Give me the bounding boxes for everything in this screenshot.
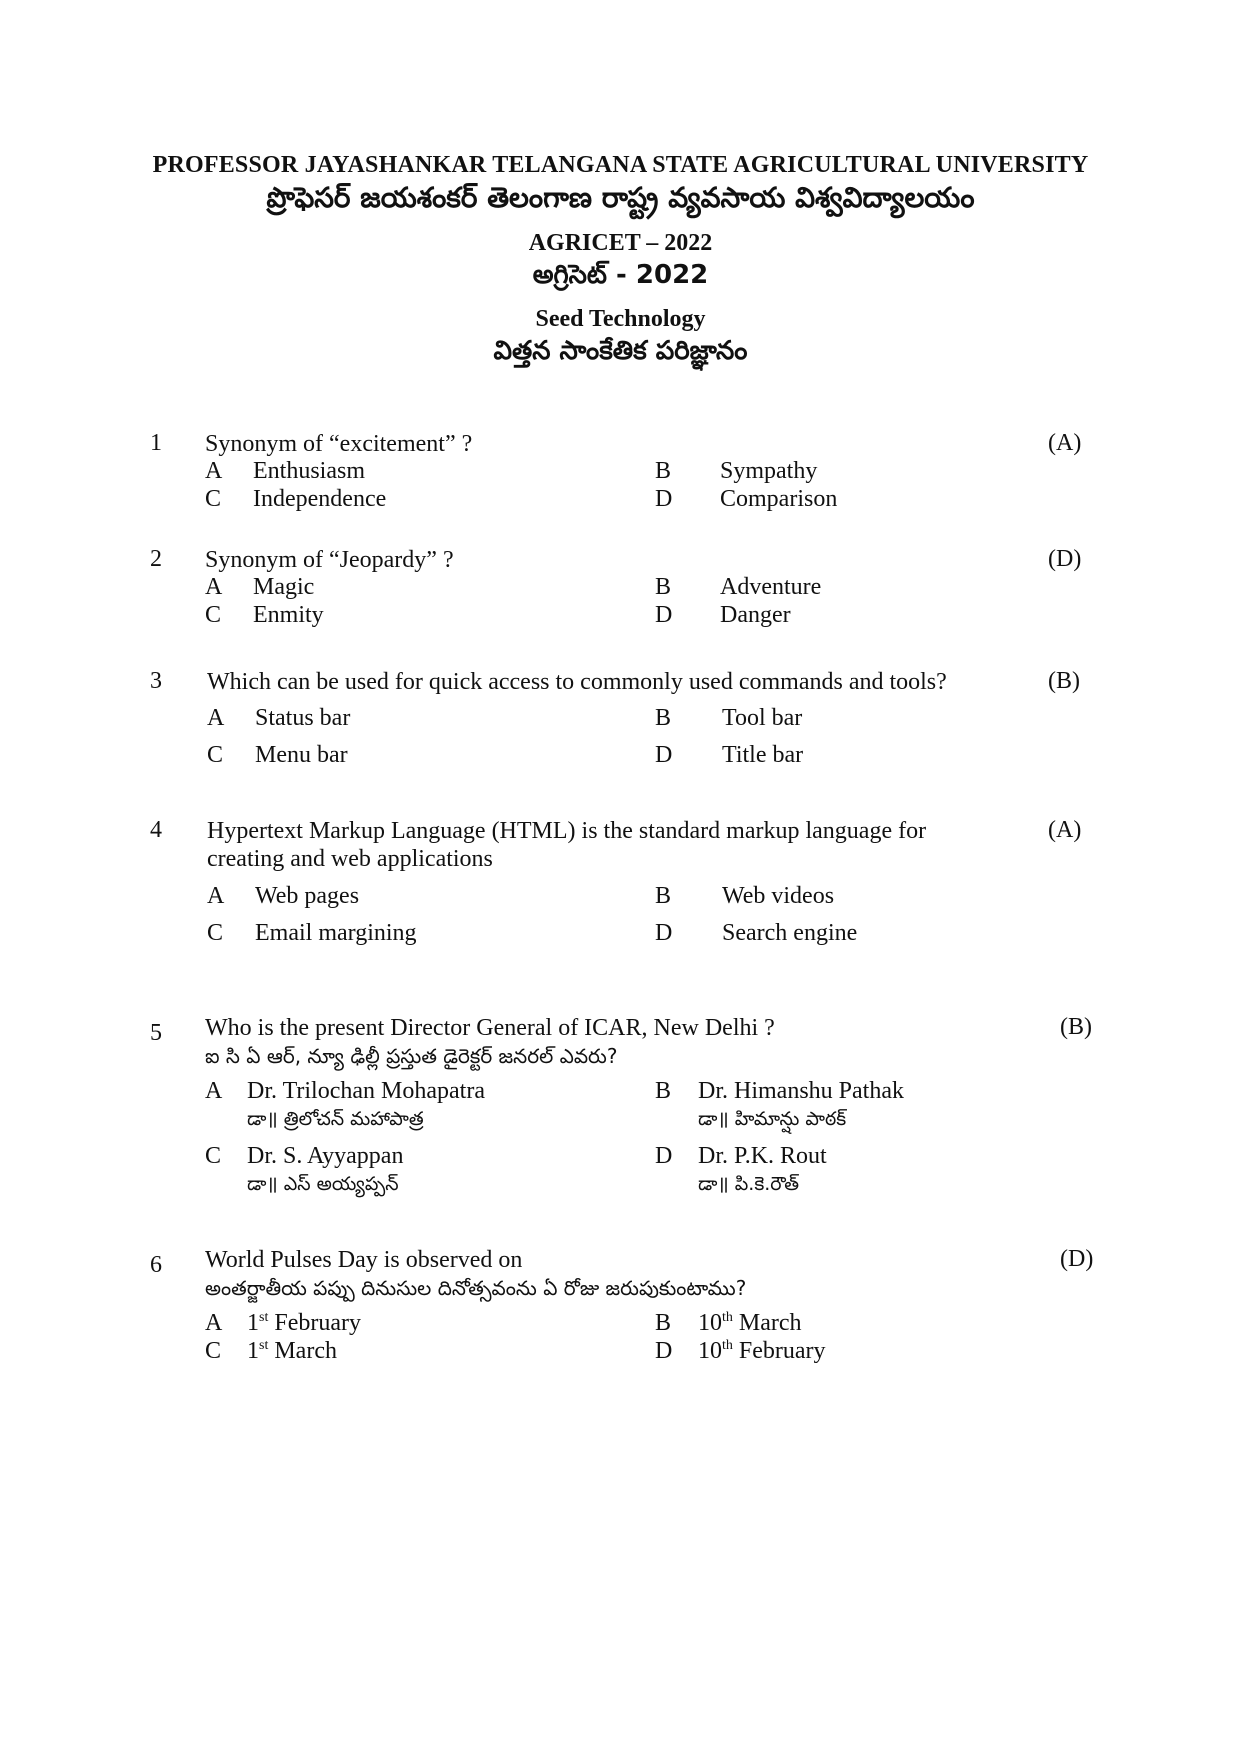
option-letter: C xyxy=(205,1143,222,1169)
option-letter: C xyxy=(205,486,222,512)
option-day-suffix: th xyxy=(722,1310,733,1325)
question-number: 4 xyxy=(150,817,162,843)
question-text: Synonym of “Jeopardy” ? xyxy=(205,547,454,573)
question-text-block xyxy=(205,1246,1025,1302)
option-text: Tool bar xyxy=(722,705,803,731)
option-text-telugu: డా॥ ఎస్ అయ్యప్పన్ xyxy=(247,1173,399,1195)
option-day-suffix: st xyxy=(259,1310,269,1325)
option-text: Independence xyxy=(253,486,387,512)
question-text: Hypertext Markup Language (HTML) is the standard markup language for creating and web applications xyxy=(207,818,927,872)
question-text: Synonym of “excitement” ? xyxy=(205,431,473,457)
option-letter: C xyxy=(205,1338,222,1364)
question-text: World Pulses Day is observed on xyxy=(205,1247,523,1273)
option-text xyxy=(698,1338,826,1365)
option-letter: A xyxy=(205,1078,223,1104)
question-number: 3 xyxy=(150,668,162,694)
option-month: February xyxy=(732,1338,826,1364)
answer-key: (A) xyxy=(1048,817,1082,843)
option-text: Dr. P.K. Rout xyxy=(698,1143,827,1169)
option-text: Dr. Himanshu Pathak xyxy=(698,1078,904,1104)
option-text: Title bar xyxy=(722,742,804,768)
option-text: Comparison xyxy=(720,486,838,512)
option-day-suffix: st xyxy=(259,1338,269,1353)
option-day-suffix: th xyxy=(722,1338,733,1353)
document-header xyxy=(0,150,1241,368)
question-text-telugu: అంతర్జాతీయ పప్పు దినుసుల దినోత్సవంను ఏ రోజు జరుపుకుంటాము? xyxy=(205,1276,747,1300)
option-letter: B xyxy=(655,574,672,600)
option-text: Dr. S. Ayyappan xyxy=(247,1143,404,1169)
option-text: Sympathy xyxy=(720,458,818,484)
subject-title-telugu: విత్తన సాంకేతిక పరిజ్ఞానం xyxy=(493,336,748,366)
question-number: 6 xyxy=(150,1252,162,1278)
option-letter: D xyxy=(655,486,673,512)
question-number: 5 xyxy=(150,1020,162,1046)
option-text: Email margining xyxy=(255,920,417,946)
option-month: February xyxy=(268,1310,361,1336)
exam-title-telugu: అగ్రిసెట్ - 2022 xyxy=(532,260,709,290)
option-text: Dr. Trilochan Mohapatra xyxy=(247,1078,485,1104)
option-text-telugu: డా॥ పి.కె.రౌత్ xyxy=(698,1173,800,1195)
option-text-telugu: డా॥ త్రిలోచన్ మహాపాత్ర xyxy=(247,1108,424,1130)
option-letter: A xyxy=(205,458,223,484)
option-letter: D xyxy=(655,1143,673,1169)
option-text xyxy=(698,1310,802,1337)
subject-title-english: Seed Technology xyxy=(535,306,706,332)
question-number: 2 xyxy=(150,546,162,572)
option-text: Search engine xyxy=(722,920,858,946)
answer-key: (B) xyxy=(1048,668,1080,694)
option-text: Magic xyxy=(253,574,315,600)
option-letter: B xyxy=(655,1310,672,1336)
answer-key: (D) xyxy=(1060,1246,1094,1272)
option-day: 10 xyxy=(698,1338,722,1364)
option-month: March xyxy=(268,1338,337,1364)
option-letter: A xyxy=(205,574,223,600)
option-letter: A xyxy=(207,705,225,731)
option-letter: D xyxy=(655,920,673,946)
option-letter: A xyxy=(207,883,225,909)
question-text: Who is the present Director General of ICAR, New Delhi ? xyxy=(205,1015,775,1041)
option-day: 10 xyxy=(698,1310,722,1336)
option-letter: B xyxy=(655,458,672,484)
option-letter: C xyxy=(207,742,224,768)
question-text-telugu: ఐ సి ఏ ఆర్, న్యూ ఢిల్లీ ప్రస్తుత డైరెక్టర్ జనరల్ ఎవరు? xyxy=(205,1044,618,1068)
option-text xyxy=(247,1338,337,1365)
option-letter: B xyxy=(655,883,672,909)
option-month: March xyxy=(732,1310,802,1336)
option-letter: D xyxy=(655,1338,673,1364)
answer-key: (A) xyxy=(1048,430,1082,456)
option-text: Danger xyxy=(720,602,791,628)
option-text: Web videos xyxy=(722,883,835,909)
option-text-telugu: డా॥ హిమాన్షు పాఠక్ xyxy=(698,1108,847,1130)
question-text: Which can be used for quick access to commonly used commands and tools? xyxy=(207,669,947,695)
option-letter: D xyxy=(655,602,673,628)
option-text: Enthusiasm xyxy=(253,458,365,484)
option-text: Adventure xyxy=(720,574,822,600)
option-text: Web pages xyxy=(255,883,360,909)
answer-key: (D) xyxy=(1048,546,1082,572)
option-letter: D xyxy=(655,742,673,768)
university-name-telugu: ప్రొఫెసర్ జయశంకర్ తెలంగాణ రాష్ట్ర వ్యవసాయ విశ్వవిద్యాలయం xyxy=(266,181,975,214)
option-letter: A xyxy=(205,1310,223,1336)
option-letter: B xyxy=(655,705,672,731)
option-text: Menu bar xyxy=(255,742,348,768)
option-text: Enmity xyxy=(253,602,324,628)
question-text-block xyxy=(205,1014,1025,1070)
option-day: 1 xyxy=(247,1310,259,1336)
option-day: 1 xyxy=(247,1338,259,1364)
option-letter: B xyxy=(655,1078,672,1104)
option-text: Status bar xyxy=(255,705,351,731)
question-number: 1 xyxy=(150,430,162,456)
university-name-english: PROFESSOR JAYASHANKAR TELANGANA STATE AGRICULTURAL UNIVERSITY xyxy=(152,152,1089,178)
exam-title-english: AGRICET – 2022 xyxy=(528,230,713,256)
option-letter: C xyxy=(205,602,222,628)
option-text xyxy=(247,1310,361,1337)
option-letter: C xyxy=(207,920,224,946)
answer-key: (B) xyxy=(1060,1014,1092,1040)
